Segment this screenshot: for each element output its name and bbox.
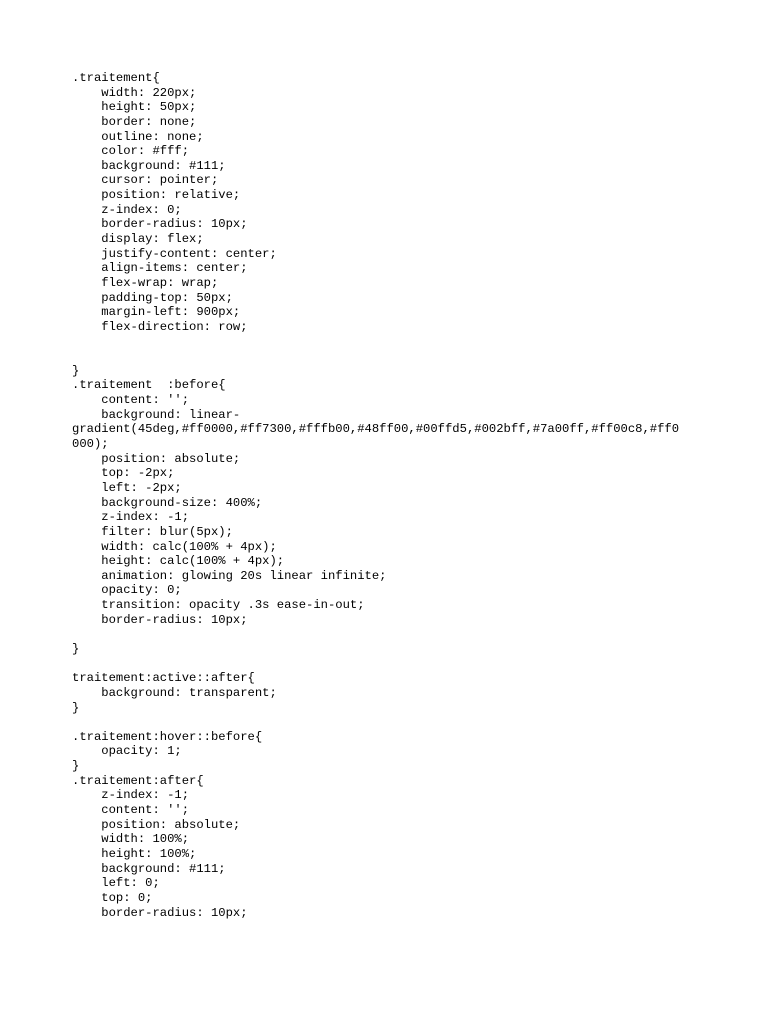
code-line: .traitement:hover::before{ xyxy=(72,729,263,744)
code-line: width: 100%; xyxy=(72,832,190,847)
code-line: left: 0; xyxy=(72,876,160,891)
code-line: background: #111; xyxy=(72,158,226,173)
code-line: display: flex; xyxy=(72,232,204,247)
code-line: traitement:active::after{ xyxy=(72,671,255,686)
code-line: border-radius: 10px; xyxy=(72,217,248,232)
code-line: z-index: -1; xyxy=(72,788,190,803)
code-line: height: 100%; xyxy=(72,846,197,861)
code-line: outline: none; xyxy=(72,129,204,144)
code-line: .traitement{ xyxy=(72,71,160,85)
code-line: transition: opacity .3s ease-in-out; xyxy=(72,598,365,613)
code-line: background-size: 400%; xyxy=(72,495,263,510)
code-line: } xyxy=(72,641,80,656)
code-line: color: #fff; xyxy=(72,144,190,159)
code-line xyxy=(72,657,679,672)
code-line: flex-wrap: wrap; xyxy=(72,275,219,290)
code-line xyxy=(72,335,679,350)
code-line: background: linear- xyxy=(72,407,241,422)
code-line: height: 50px; xyxy=(72,100,197,115)
code-line: .traitement :before{ xyxy=(72,378,226,393)
code-line xyxy=(72,627,679,642)
code-line: padding-top: 50px; xyxy=(72,290,233,305)
code-line: left: -2px; xyxy=(72,480,182,495)
code-line: margin-left: 900px; xyxy=(72,305,241,320)
code-line xyxy=(72,715,679,730)
code-line: cursor: pointer; xyxy=(72,173,219,188)
code-line xyxy=(72,349,679,364)
code-line: width: calc(100% + 4px); xyxy=(72,539,277,554)
code-line: } xyxy=(72,363,80,378)
code-line: z-index: 0; xyxy=(72,202,182,217)
code-line: top: 0; xyxy=(72,890,153,905)
code-line: border-radius: 10px; xyxy=(72,612,248,627)
code-line: z-index: -1; xyxy=(72,510,190,525)
code-line: background: transparent; xyxy=(72,685,277,700)
code-line: background: #111; xyxy=(72,861,226,876)
code-line: content: ''; xyxy=(72,393,190,408)
code-line: border: none; xyxy=(72,114,197,129)
code-line: 000); xyxy=(72,437,109,452)
code-line: top: -2px; xyxy=(72,466,175,481)
code-line: filter: blur(5px); xyxy=(72,524,233,539)
code-line: justify-content: center; xyxy=(72,246,277,261)
code-line: } xyxy=(72,700,80,715)
code-line: .traitement:after{ xyxy=(72,773,204,788)
code-line: height: calc(100% + 4px); xyxy=(72,554,285,569)
code-line: position: absolute; xyxy=(72,451,241,466)
code-line: opacity: 1; xyxy=(72,744,182,759)
code-listing xyxy=(72,71,679,920)
code-line: gradient(45deg,#ff0000,#ff7300,#fffb00,#48ff00,#00ffd5,#002bff,#7a00ff,#ff00c8,#ff0 xyxy=(72,422,680,437)
code-line: flex-direction: row; xyxy=(72,319,248,334)
code-line: width: 220px; xyxy=(72,85,197,100)
code-line: border-radius: 10px; xyxy=(72,905,248,920)
code-line: align-items: center; xyxy=(72,261,248,276)
code-line: content: ''; xyxy=(72,803,190,818)
code-line: position: absolute; xyxy=(72,817,241,832)
code-line: opacity: 0; xyxy=(72,583,182,598)
code-line: animation: glowing 20s linear infinite; xyxy=(72,568,387,583)
code-line: position: relative; xyxy=(72,188,241,203)
code-line: } xyxy=(72,759,80,774)
